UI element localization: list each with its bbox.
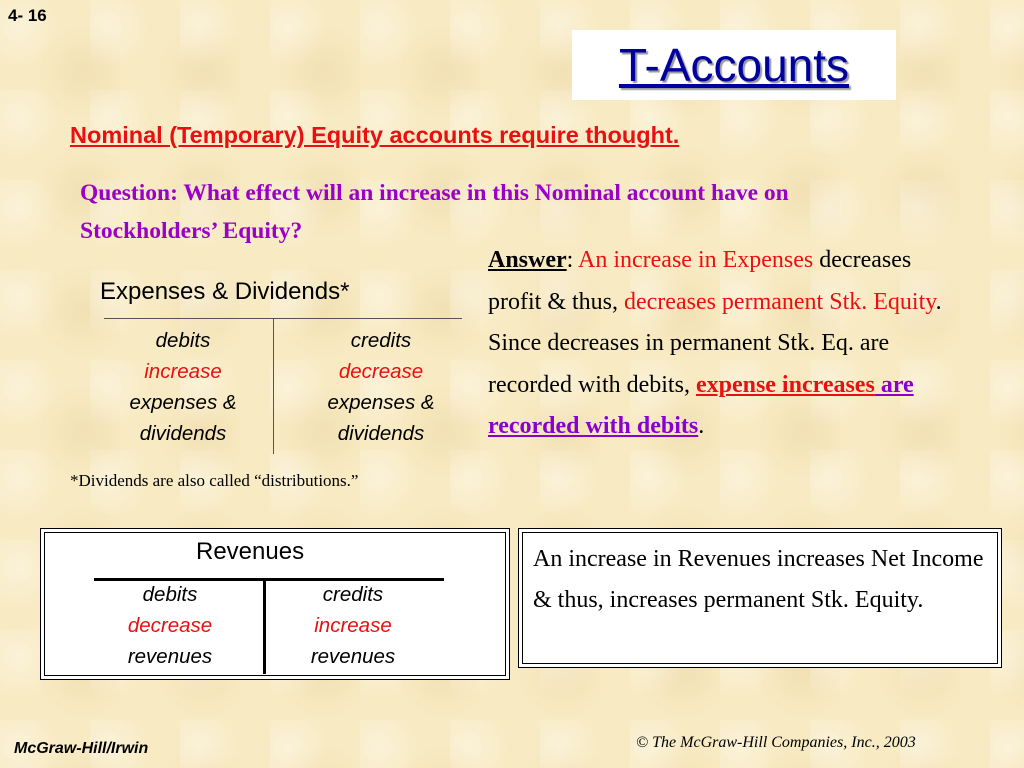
answer-text xyxy=(488,240,968,448)
expenses-credits-line-1: expenses & xyxy=(327,391,435,414)
expenses-debits-column xyxy=(98,325,268,449)
answer-part-5: expense increases xyxy=(695,371,875,398)
revenues-credits-line-1: revenues xyxy=(310,645,396,668)
revenues-debits-line-1: revenues xyxy=(127,645,213,668)
revenues-credits-effect: increase xyxy=(314,614,392,637)
revenues-note-text: An increase in Revenues increases Net Income & thus, increases permanent Stk. Equity. xyxy=(533,546,984,613)
answer-label: Answer xyxy=(488,247,567,273)
expenses-debits-effect: increase xyxy=(144,360,222,383)
revenues-t-account-vertical-line xyxy=(263,580,266,674)
revenues-note-box xyxy=(518,528,1002,668)
answer-part-6: are recorded with debits xyxy=(488,371,914,439)
slide-title: T-Accounts xyxy=(618,39,850,91)
copyright-symbol: © xyxy=(636,734,649,751)
answer-colon: : xyxy=(566,247,578,273)
answer-part-2: decreases profit & thus, xyxy=(488,247,912,315)
answer-part-7: . xyxy=(698,413,705,439)
expenses-credits-effect: decrease xyxy=(338,360,424,383)
copyright-footer xyxy=(636,734,916,752)
dividends-footnote: *Dividends are also called “distributions.” xyxy=(70,471,359,490)
copyright-text: The McGraw-Hill Companies, Inc., 2003 xyxy=(648,734,916,751)
expenses-credits-line-2: dividends xyxy=(337,422,425,445)
subtitle: Nominal (Temporary) Equity accounts require thought. xyxy=(70,122,680,148)
expenses-debits-header: debits xyxy=(155,329,211,352)
revenues-credits-column xyxy=(268,579,438,672)
expenses-credits-header: credits xyxy=(350,329,412,352)
expenses-t-account-horizontal-line xyxy=(104,318,462,319)
expenses-debits-line-2: dividends xyxy=(139,422,227,445)
expenses-debits-line-1: expenses & xyxy=(129,391,237,414)
revenues-credits-header: credits xyxy=(322,583,384,606)
revenues-debits-header: debits xyxy=(142,583,198,606)
publisher-footer: McGraw-Hill/Irwin xyxy=(14,740,149,757)
revenues-t-account-title: Revenues xyxy=(196,538,305,565)
title-box xyxy=(572,30,896,100)
revenues-debits-effect: decrease xyxy=(127,614,213,637)
answer-part-3: decreases permanent Stk. Equity xyxy=(624,288,936,315)
revenues-debits-column xyxy=(80,579,260,672)
question-text: Question: What effect will an increase in this Nominal account have on Stockholders’ Equity? xyxy=(80,180,789,244)
expenses-t-account-vertical-line xyxy=(273,318,274,454)
expenses-credits-column xyxy=(296,325,466,449)
answer-part-4: . Since decreases in permanent Stk. Eq. are recorded with debits, xyxy=(488,288,942,398)
answer-part-1: An increase in Expenses xyxy=(578,247,814,273)
slide-number: 4- 16 xyxy=(8,6,47,25)
expenses-t-account-title: Expenses & Dividends* xyxy=(100,278,350,305)
